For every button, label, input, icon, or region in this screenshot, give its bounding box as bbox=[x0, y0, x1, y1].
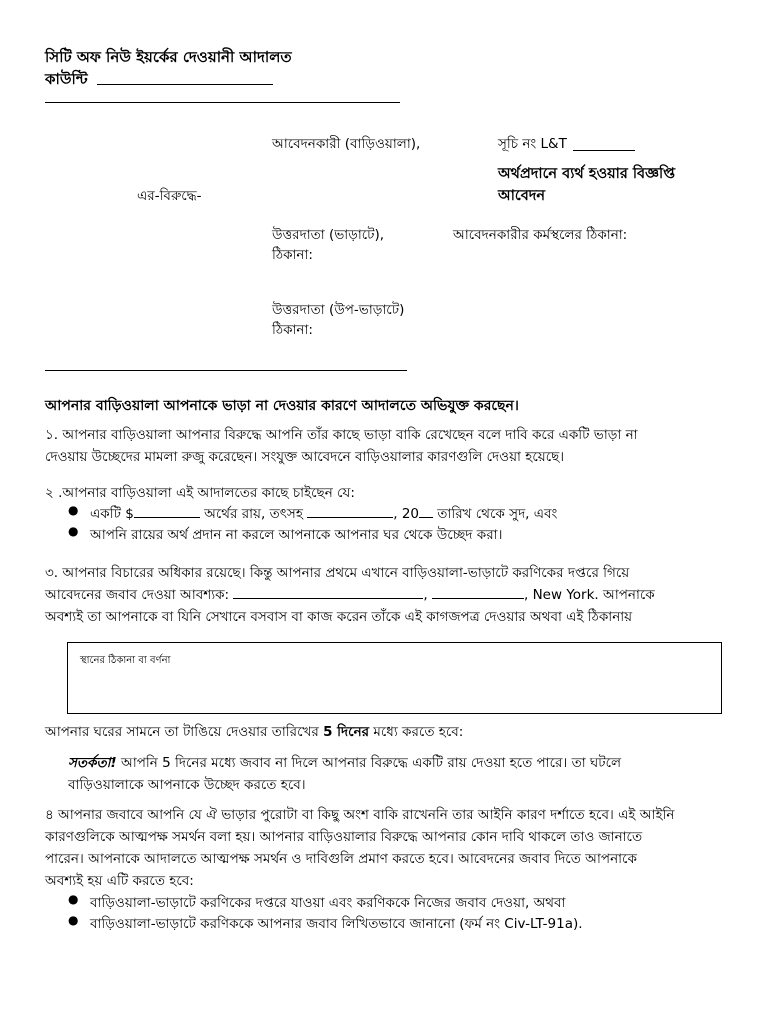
paragraph-4-line-3: পারেন। আপনাকে আদালতে আত্মপক্ষ সমর্থন ও দাবিগুলি প্রমাণ করতে হবে। আবেদনের জবাব দিতে আপনাকে bbox=[45, 851, 637, 867]
bullet-go-to-clerk bbox=[68, 892, 566, 915]
five-days-bold: 5 দিনের bbox=[323, 724, 370, 740]
clerk-address-blank[interactable] bbox=[233, 597, 423, 599]
paragraph-3-line-1: ৩. আপনার বিচারের অধিকার রয়েছে। কিন্তু আপনার প্রথমে এখানে বাড়িওয়ালা-ভাড়াটে করণিকের দপ্তরে গিয়ে bbox=[45, 565, 630, 581]
borough-blank[interactable] bbox=[432, 597, 524, 599]
judgment-text-d: তারিখ থেকে সুদ, এবং bbox=[437, 506, 558, 522]
respondent-subtenant-label: উত্তরদাতা (উপ-ভাড়াটে) bbox=[272, 302, 405, 318]
paragraph-3-line-3: অবশ্যই তা আপনাকে বা যিনি সেখানে বসবাস বা কাজ করেন তাঁকে এই কাগজপত্র দেওয়ার অথবা এই ঠিকানায় bbox=[45, 609, 633, 625]
paragraph-2-intro: ২ .আপনার বাড়িওয়ালা এই আদালতের কাছে চাইছেন যে: bbox=[45, 485, 355, 501]
judgment-text-b: অর্থের রায়, তৎসহ bbox=[204, 506, 303, 522]
bullet-money-judgment bbox=[68, 503, 558, 526]
header-divider bbox=[45, 102, 400, 103]
against-label: এর-বিরুদ্ধে- bbox=[137, 188, 202, 204]
paragraph-1 bbox=[45, 424, 735, 468]
judgment-text-c: , 20 bbox=[393, 506, 419, 522]
interest-date-blank[interactable] bbox=[307, 516, 393, 518]
tenant-address-label: ঠিকানা: bbox=[272, 247, 313, 263]
paragraph-3 bbox=[45, 562, 735, 628]
respondent-tenant-label: উত্তরদাতা (ভাড়াটে), bbox=[272, 227, 385, 243]
caution-label: সতর্কতা! bbox=[68, 755, 117, 771]
eviction-text: আপনি রায়ের অর্থ প্রদান না করলে আপনাকে আপনার ঘর থেকে উচ্ছেদ করা। bbox=[90, 527, 503, 543]
amount-blank[interactable] bbox=[134, 516, 200, 518]
paragraph-1-line-1: ১. আপনার বাড়িওয়ালা আপনার বিরুদ্ধে আপনি তাঁর কাছে ভাড়া বাকি রেখেছেন বলে দাবি করে একটি ভাড়া না bbox=[45, 427, 638, 443]
answer-required-text: আবেদনের জবাব দেওয়া আবশ্যক: bbox=[45, 587, 230, 603]
bullet-icon: ● bbox=[68, 892, 79, 906]
petitioner-label: আবেদনকারী (বাড়িওয়ালা), bbox=[272, 136, 421, 152]
premises-address-box[interactable] bbox=[67, 642, 722, 714]
paragraph-4-line-2: কারণগুলিকে আত্মপক্ষ সমর্থন বলা হয়। আপনার বাড়িওয়ালার বিরুদ্ধে আপনার কোন দাবি থাকলে তাও জানাতে bbox=[45, 829, 643, 845]
bullet-icon: ● bbox=[68, 503, 79, 517]
after-box-text-a: আপনার ঘরের সামনে তা টাঙিয়ে দেওয়ার তারিখের bbox=[45, 724, 319, 740]
paragraph-4-line-4: অবশ্যই হয় এটি করতে হবে: bbox=[45, 873, 194, 889]
notice-title-line1: অর্থপ্রদানে ব্যর্থ হওয়ার বিজ্ঞপ্তি bbox=[498, 166, 676, 182]
county-blank[interactable] bbox=[97, 84, 273, 85]
written-answer-text: বাড়িওয়ালা-ভাড়াটে করণিককে আপনার জবাব লিখিতভাবে জানানো (ফর্ম নং Civ-LT-91a). bbox=[90, 916, 583, 932]
paragraph-3-line-2 bbox=[45, 584, 735, 606]
notice-title-line2: আবেদন bbox=[498, 188, 546, 204]
new-york-text: , New York. আপনাকে bbox=[524, 587, 655, 603]
subtenant-address-label: ঠিকানা: bbox=[272, 322, 313, 338]
caution-block bbox=[68, 752, 738, 796]
index-number-blank[interactable] bbox=[573, 150, 635, 151]
comma-text: , bbox=[423, 587, 428, 603]
bullet-icon: ● bbox=[68, 913, 79, 927]
bullet-written-answer bbox=[68, 913, 583, 936]
paragraph-1-line-2: দেওয়ায় উচ্ছেদের মামলা রুজু করেছেন। সংযুক্ত আবেদনে বাড়িওয়ালার কারণগুলি দেওয়া হয়েছে। bbox=[45, 449, 565, 465]
bullet-eviction bbox=[68, 524, 503, 547]
go-to-clerk-text: বাড়িওয়ালা-ভাড়াটে করণিকের দপ্তরে যাওয়া এবং করণিককে নিজের জবাব দেওয়া, অথবা bbox=[90, 895, 566, 911]
judgment-text-a: একটি $ bbox=[90, 506, 134, 522]
after-box-text-b: মধ্যে করতে হবে: bbox=[373, 724, 464, 740]
notice-heading: আপনার বাড়িওয়ালা আপনাকে ভাড়া না দেওয়ার কারণে আদালতে অভিযুক্ত করছেন। bbox=[45, 398, 519, 414]
year-blank[interactable] bbox=[419, 516, 433, 518]
bullet-icon: ● bbox=[68, 524, 79, 538]
caution-line-1: আপনি 5 দিনের মধ্যে জবাব না দিলে আপনার বিরুদ্ধে একটি রায় দেওয়া হতে পারে। তা ঘটলে bbox=[121, 755, 622, 771]
index-number-label: সূচি নং L&T bbox=[498, 136, 567, 152]
caption-divider bbox=[45, 370, 407, 371]
caution-line-2: বাড়িওয়ালাকে আপনাকে উচ্ছেদ করতে হবে। bbox=[68, 777, 306, 793]
after-box-text bbox=[45, 721, 463, 744]
court-title: সিটি অফ নিউ ইয়র্কের দেওয়ানী আদালত bbox=[45, 48, 292, 66]
paragraph-4 bbox=[45, 804, 735, 892]
petitioner-business-address-label: আবেদনকারীর কর্মস্থলের ঠিকানা: bbox=[453, 227, 628, 243]
paragraph-4-line-1: ৪ আপনার জবাবে আপনি যে ঐ ভাড়ার পুরোটা বা কিছু অংশ বাকি রাখেননি তার আইনি কারণ দর্শাতে হবে। এই আইনি bbox=[45, 807, 675, 823]
county-label: কাউন্টি bbox=[45, 70, 88, 88]
premises-address-box-label: স্থানের ঠিকানা বা বর্ণনা bbox=[80, 655, 171, 666]
